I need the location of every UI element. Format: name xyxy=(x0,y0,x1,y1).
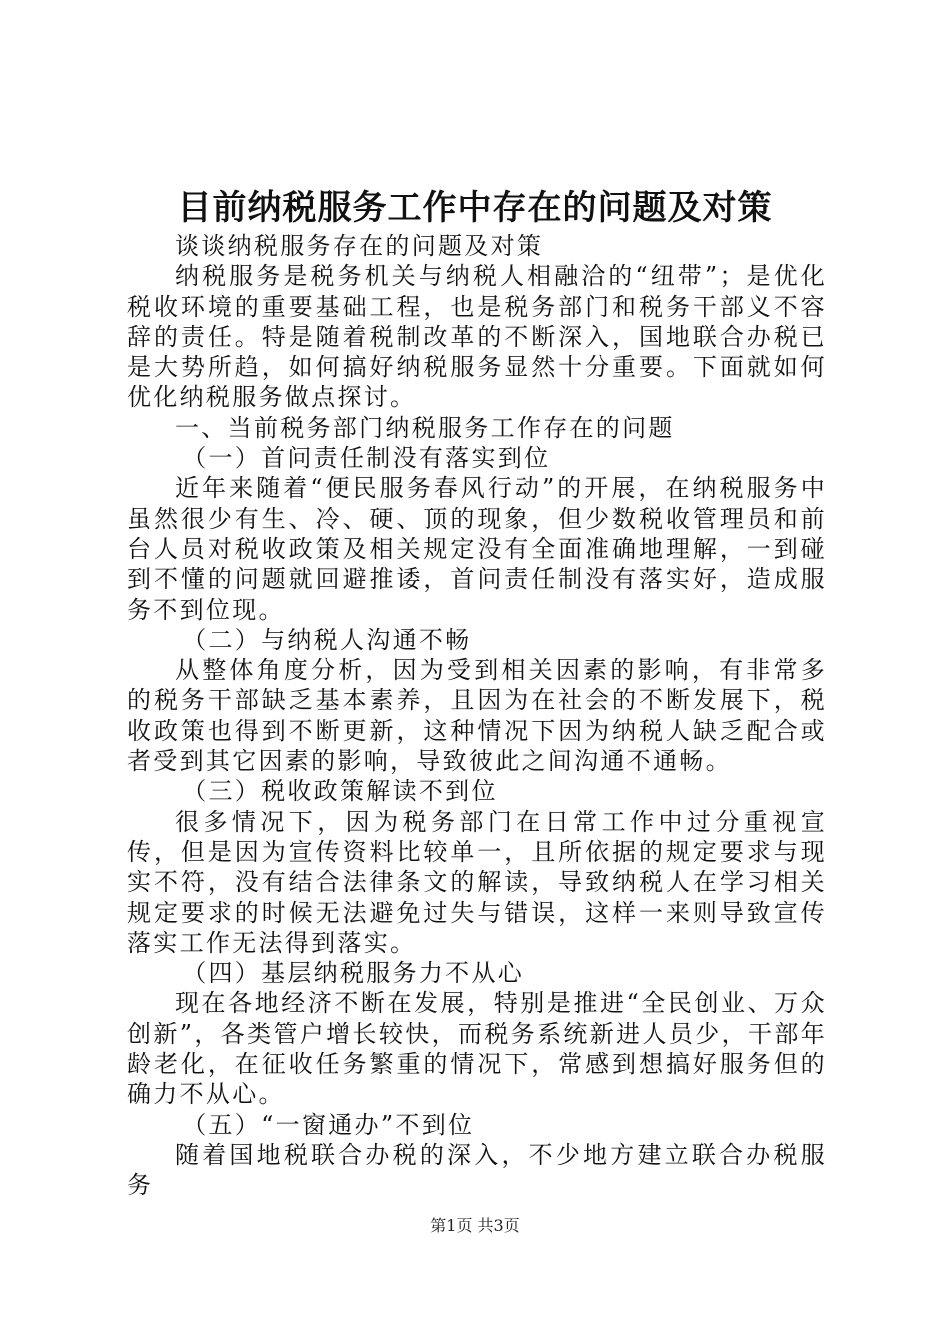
document-subtitle: 谈谈纳税服务存在的问题及对策 xyxy=(175,232,544,260)
subsection-heading: （五）“一窗通办”不到位 xyxy=(182,1110,475,1139)
subsection-heading: （四）基层纳税服务力不从心 xyxy=(182,959,525,988)
page-footer: 第1页 共3页 xyxy=(430,1216,520,1235)
subsection-heading: （二）与纳税人沟通不畅 xyxy=(182,625,472,654)
body-paragraph: 从整体角度分析，因为受到相关因素的影响，有非常多的税务干部缺乏基本素养，且因为在社会的不断发展下，税收政策也得到不断更新，这种情况下因为纳税人缺乏配合或者受到其它因素的影响，导致彼此之间沟通不通畅。 xyxy=(127,656,827,776)
body-paragraph: 很多情况下，因为税务部门在日常工作中过分重视宣传，但是因为宣传资料比较单一，且所依据的规定要求与现实不符，没有结合法律条文的解读，导致纳税人在学习相关规定要求的时候无法避免过失与错误，这样一来则导致宣传落实工作无法得到落实。 xyxy=(127,807,827,957)
subsection-heading: （一）首问责任制没有落实到位 xyxy=(182,444,551,473)
body-paragraph: 现在各地经济不断在发展，特别是推进“全民创业、万众创新”，各类管户增长较快，而税务系统新进人员少，干部年龄老化，在征收任务繁重的情况下，常感到想搞好服务但的确力不从心。 xyxy=(127,989,827,1109)
document-body xyxy=(127,231,827,1201)
document-title: 目前纳税服务工作中存在的问题及对策 xyxy=(177,188,773,228)
section-heading: 一、当前税务部门纳税服务工作存在的问题 xyxy=(175,413,675,442)
body-paragraph: 纳税服务是税务机关与纳税人相融洽的“纽带”；是优化税收环境的重要基础工程，也是税务部门和税务干部义不容辞的责任。特是随着税制改革的不断深入，国地联合办税已是大势所趋，如何搞好纳税服务显然十分重要。下面就如何优化纳税服务做点探讨。 xyxy=(127,262,827,412)
body-paragraph: 随着国地税联合办税的深入，不少地方建立联合办税服务 xyxy=(127,1140,827,1200)
body-paragraph: 近年来随着“便民服务春风行动”的开展，在纳税服务中虽然很少有生、冷、硬、顶的现象，但少数税收管理员和前台人员对税收政策及相关规定没有全面准确地理解，一到碰到不懂的问题就回避推诿，首问责任制没有落实好，造成服务不到位现。 xyxy=(127,474,827,624)
subsection-heading: （三）税收政策解读不到位 xyxy=(182,777,498,806)
